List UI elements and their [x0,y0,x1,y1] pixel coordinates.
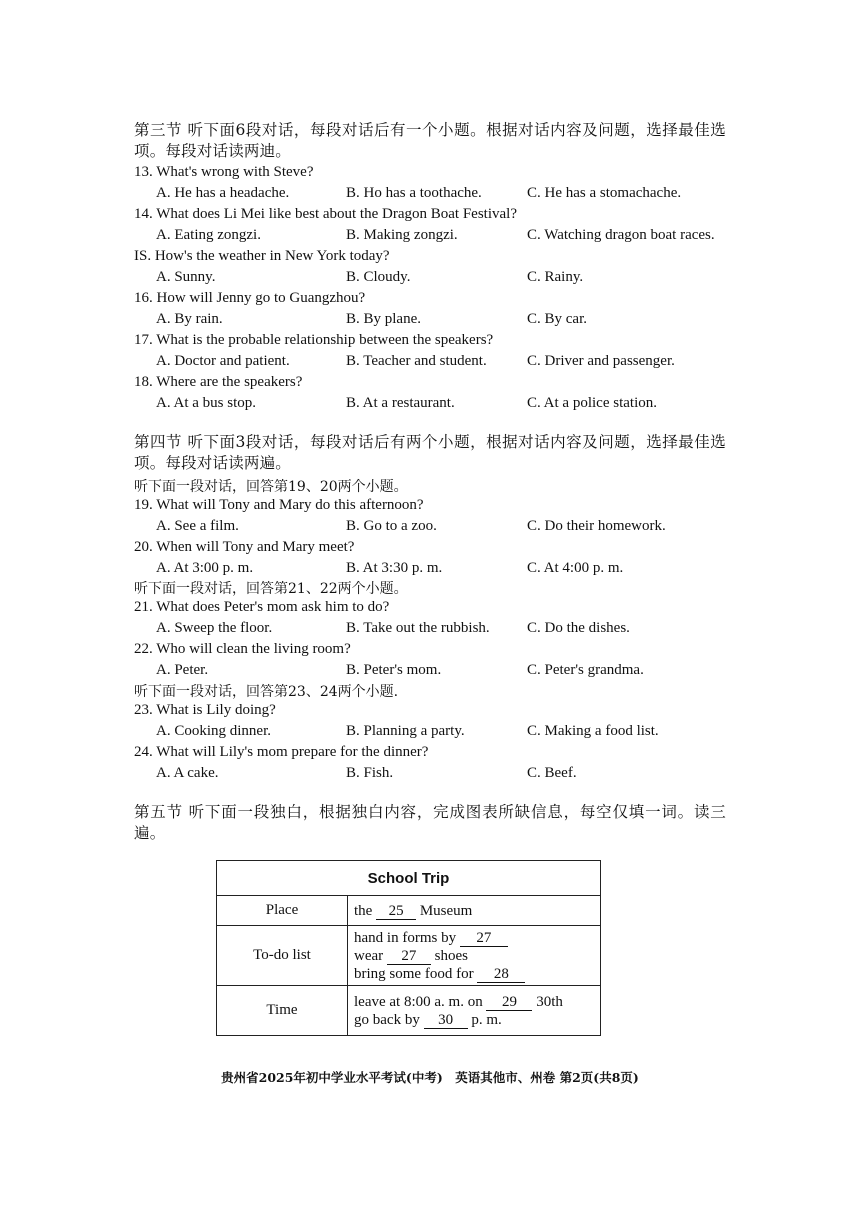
time1-post: 30th [536,993,563,1010]
question-21: 21. What does Peter's mom ask him to do? [134,599,390,615]
section4-instruction-1: 听下面一段对话，回答第19、20两个小题。 [134,479,408,495]
q20-option-b: B. At 3:30 p. m. [346,560,443,576]
time-label: Time [217,986,348,1036]
time1-pre: leave at 8:00 a. m. on [354,993,483,1010]
todo-value [348,926,601,986]
q13-option-c: C. He has a stomachache. [527,185,682,201]
question-16: 16. How will Jenny go to Guangzhou? [134,290,366,306]
q17-option-b: B. Teacher and student. [346,353,487,369]
question-18: 18. Where are the speakers? [134,374,303,390]
q15-option-b: B. Cloudy. [346,269,411,285]
q19-option-c: C. Do their homework. [527,518,666,534]
place-value [348,896,601,926]
time2-pre: go back by [354,1011,420,1028]
q13-option-b: B. Ho has a toothache. [346,185,482,201]
q21-option-c: C. Do the dishes. [527,620,630,636]
q18-option-b: B. At a restaurant. [346,395,455,411]
section4-instruction-3: 听下面一段对话，回答第23、24两个小题. [134,684,399,700]
q14-option-b: B. Making zongzi. [346,227,458,243]
q18-option-c: C. At a police station. [527,395,657,411]
q21-option-a: A. Sweep the floor. [156,620,273,636]
q16-option-a: A. By rain. [156,311,223,327]
todo2-post: shoes [434,947,468,964]
page-footer: 贵州省2025年初中学业水平考试(中考) 英语其他市、州卷 第2页(共8页) [221,1070,639,1085]
q16-option-b: B. By plane. [346,311,421,327]
question-13: 13. What's wrong with Steve? [134,164,314,180]
blank-28: 28 [477,967,525,983]
q23-option-b: B. Planning a party. [346,723,465,739]
todo2-pre: wear [354,947,384,964]
todo1-pre: hand in forms by [354,929,457,946]
q14-option-a: A. Eating zongzi. [156,227,261,243]
blank-29: 29 [486,995,532,1011]
q13-option-a: A. He has a headache. [156,185,290,201]
q20-option-c: C. At 4:00 p. m. [527,560,624,576]
q18-option-a: A. At a bus stop. [156,395,257,411]
question-14: 14. What does Li Mei like best about the Dragon Boat Festival? [134,206,517,222]
q24-option-a: A. A cake. [156,765,219,781]
q15-option-c: C. Rainy. [527,269,584,285]
question-15: IS. How's the weather in New York today? [134,248,390,264]
question-22: 22. Who will clean the living room? [134,641,351,657]
section5-heading: 第五节 听下面一段独白，根据独白内容，完成图表所缺信息，每空仅填一词。读三遍。 [134,803,726,842]
time-value [348,986,601,1036]
section3-heading: 第三节 听下面6段对话，每段对话后有一个小题。根据对话内容及问题，选择最佳选项。每段对话读两迪。 [134,121,726,160]
q15-option-a: A. Sunny. [156,269,216,285]
blank-27a: 27 [460,931,508,947]
q24-option-b: B. Fish. [346,765,394,781]
q22-option-c: C. Peter's grandma. [527,662,644,678]
todo-label: To-do list [217,926,348,986]
q24-option-c: C. Beef. [527,765,577,781]
q17-option-c: C. Driver and passenger. [527,353,675,369]
blank-30: 30 [424,1013,468,1029]
blank-25: 25 [376,904,416,920]
time2-post: p. m. [471,1011,502,1028]
q21-option-b: B. Take out the rubbish. [346,620,490,636]
q22-option-a: A. Peter. [156,662,209,678]
q16-option-c: C. By car. [527,311,587,327]
question-17: 17. What is the probable relationship between the speakers? [134,332,494,348]
blank-27b: 27 [387,949,431,965]
school-trip-table [216,860,601,1036]
q23-option-c: C. Making a food list. [527,723,659,739]
q14-option-c: C. Watching dragon boat races. [527,227,715,243]
section4-heading: 第四节 听下面3段对话，每段对话后有两个小题，根据对话内容及问题，选择最佳选项。每段对话读两遍。 [134,433,726,472]
q17-option-a: A. Doctor and patient. [156,353,290,369]
q23-option-a: A. Cooking dinner. [156,723,271,739]
q20-option-a: A. At 3:00 p. m. [156,560,254,576]
place-label: Place [217,896,348,926]
section4-instruction-2: 听下面一段对话，回答第21、22两个小题。 [134,581,408,597]
todo3-pre: bring some food for [354,965,474,982]
question-24: 24. What will Lily's mom prepare for the dinner? [134,744,429,760]
q22-option-b: B. Peter's mom. [346,662,442,678]
question-20: 20. When will Tony and Mary meet? [134,539,355,555]
q19-option-a: A. See a film. [156,518,239,534]
place-post: Museum [419,902,473,919]
place-pre: the [354,902,373,919]
question-23: 23. What is Lily doing? [134,702,276,718]
question-19: 19. What will Tony and Mary do this afternoon? [134,497,424,513]
table-title: School Trip [217,861,601,896]
q19-option-b: B. Go to a zoo. [346,518,437,534]
